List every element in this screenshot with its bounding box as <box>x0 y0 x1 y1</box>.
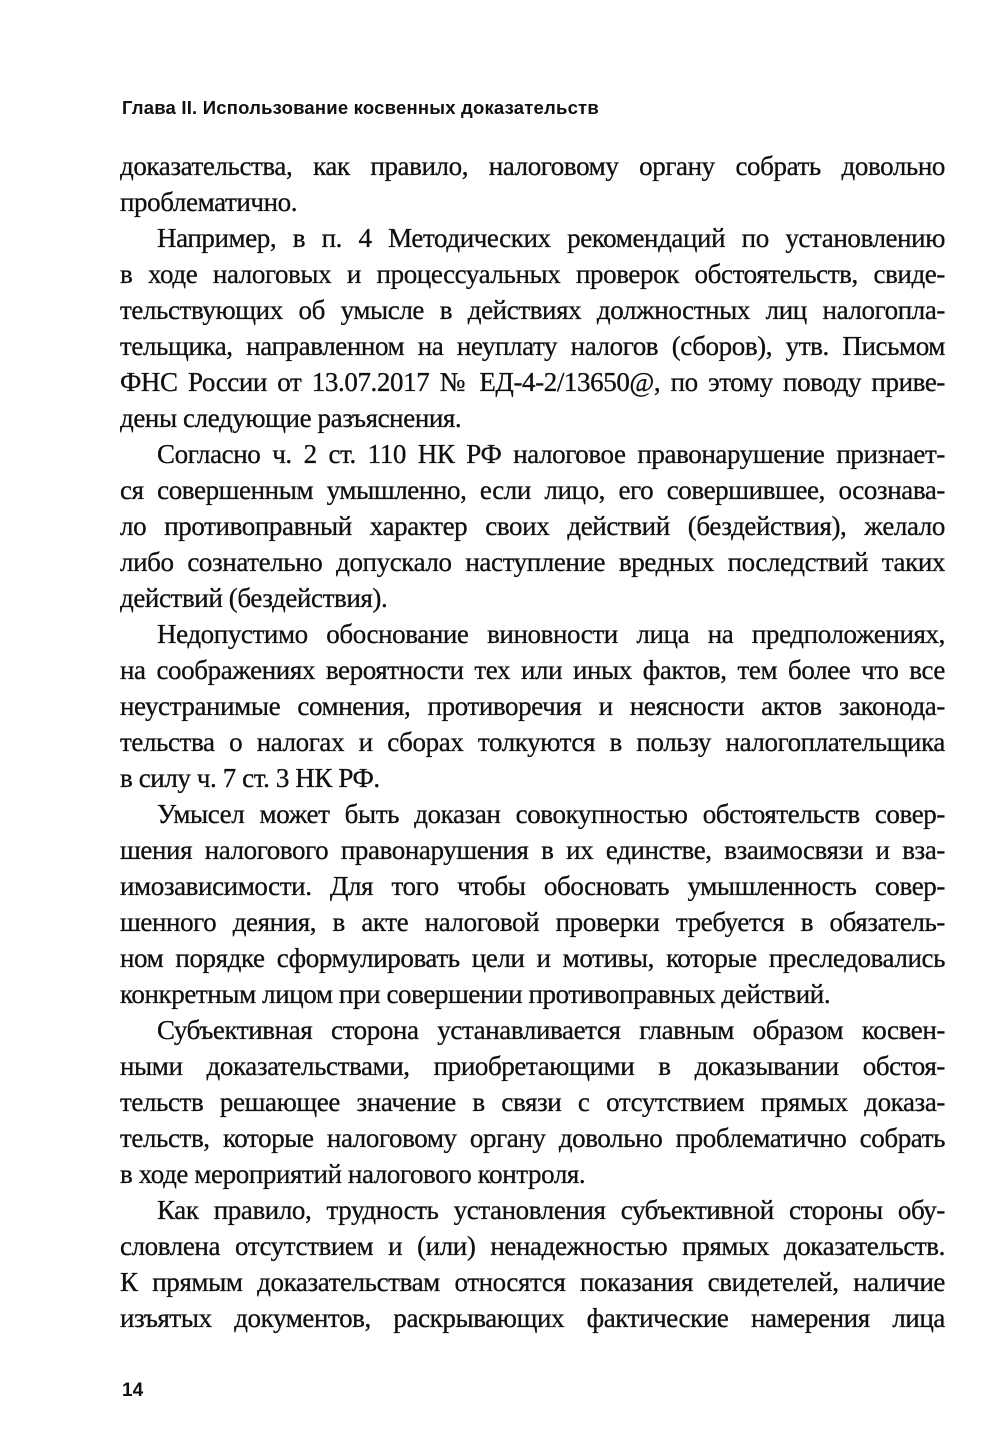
text-line: дены следующие разъяснения. <box>120 403 462 433</box>
text-line: Например, в п. 4 Методических рекомендаций по установлению <box>157 223 945 253</box>
text-line: словлена отсутствием и (или) ненадежностью прямых доказательств. <box>120 1231 945 1261</box>
text-line: в силу ч. 7 ст. 3 НК РФ. <box>120 763 380 793</box>
text-line: тельств решающее значение в связи с отсутствием прямых доказа- <box>120 1087 945 1117</box>
text-line: действий (бездействия). <box>120 583 388 613</box>
text-line: ными доказательствами, приобретающими в доказывании обстоя- <box>120 1051 945 1081</box>
text-line: либо сознательно допускало наступление вредных последствий таких <box>120 547 945 577</box>
text-line: тельств, которые налоговому органу довольно проблематично собрать <box>120 1123 945 1153</box>
text-line: Умысел может быть доказан совокупностью обстоятельств совер- <box>157 799 945 829</box>
text-line: Недопустимо обоснование виновности лица на предположениях, <box>157 619 945 649</box>
text-line: изъятых документов, раскрывающих фактические намерения лица <box>120 1303 945 1333</box>
text-line: К прямым доказательствам относятся показания свидетелей, наличие <box>120 1267 945 1297</box>
text-line: конкретным лицом при совершении противоправных действий. <box>120 979 831 1009</box>
text-line: в ходе налоговых и процессуальных проверок обстоятельств, свиде- <box>120 259 945 289</box>
page-number: 14 <box>122 1380 144 1401</box>
text-line: неустранимые сомнения, противоречия и неясности актов законода- <box>120 691 945 721</box>
text-line: шения налогового правонарушения в их единстве, взаимосвязи и вза- <box>120 835 945 865</box>
text-line: на соображениях вероятности тех или иных фактов, тем более что все <box>120 655 945 685</box>
text-line: доказательства, как правило, налоговому органу собрать довольно <box>120 151 945 181</box>
text-line: проблематично. <box>120 187 298 217</box>
text-line: тельствующих об умысле в действиях должностных лиц налогопла- <box>120 295 945 325</box>
running-header: Глава II. Использование косвенных доказательств <box>122 97 599 118</box>
text-line: тельства о налогах и сборах толкуются в пользу налогоплательщика <box>120 727 945 757</box>
page-text <box>120 148 945 1336</box>
text-line: Субъективная сторона устанавливается главным образом косвен- <box>157 1015 945 1045</box>
text-line: Согласно ч. 2 ст. 110 НК РФ налоговое правонарушение признает- <box>157 439 945 469</box>
text-line: ФНС России от 13.07.2017 № ЕД-4-2/13650@, по этому поводу приве- <box>120 367 945 397</box>
text-line: ном порядке сформулировать цели и мотивы, которые преследовались <box>120 943 945 973</box>
text-line: ся совершенным умышленно, если лицо, его совершившее, осознава- <box>120 475 945 505</box>
text-line: имозависимости. Для того чтобы обосновать умышленность совер- <box>120 871 945 901</box>
text-line: в ходе мероприятий налогового контроля. <box>120 1159 586 1189</box>
text-line: тельщика, направленном на неуплату налогов (сборов), утв. Письмом <box>120 331 945 361</box>
text-line: Как правило, трудность установления субъективной стороны обу- <box>157 1195 945 1225</box>
text-line: шенного деяния, в акте налоговой проверки требуется в обязатель- <box>120 907 945 937</box>
text-line: ло противоправный характер своих действий (бездействия), желало <box>120 511 945 541</box>
